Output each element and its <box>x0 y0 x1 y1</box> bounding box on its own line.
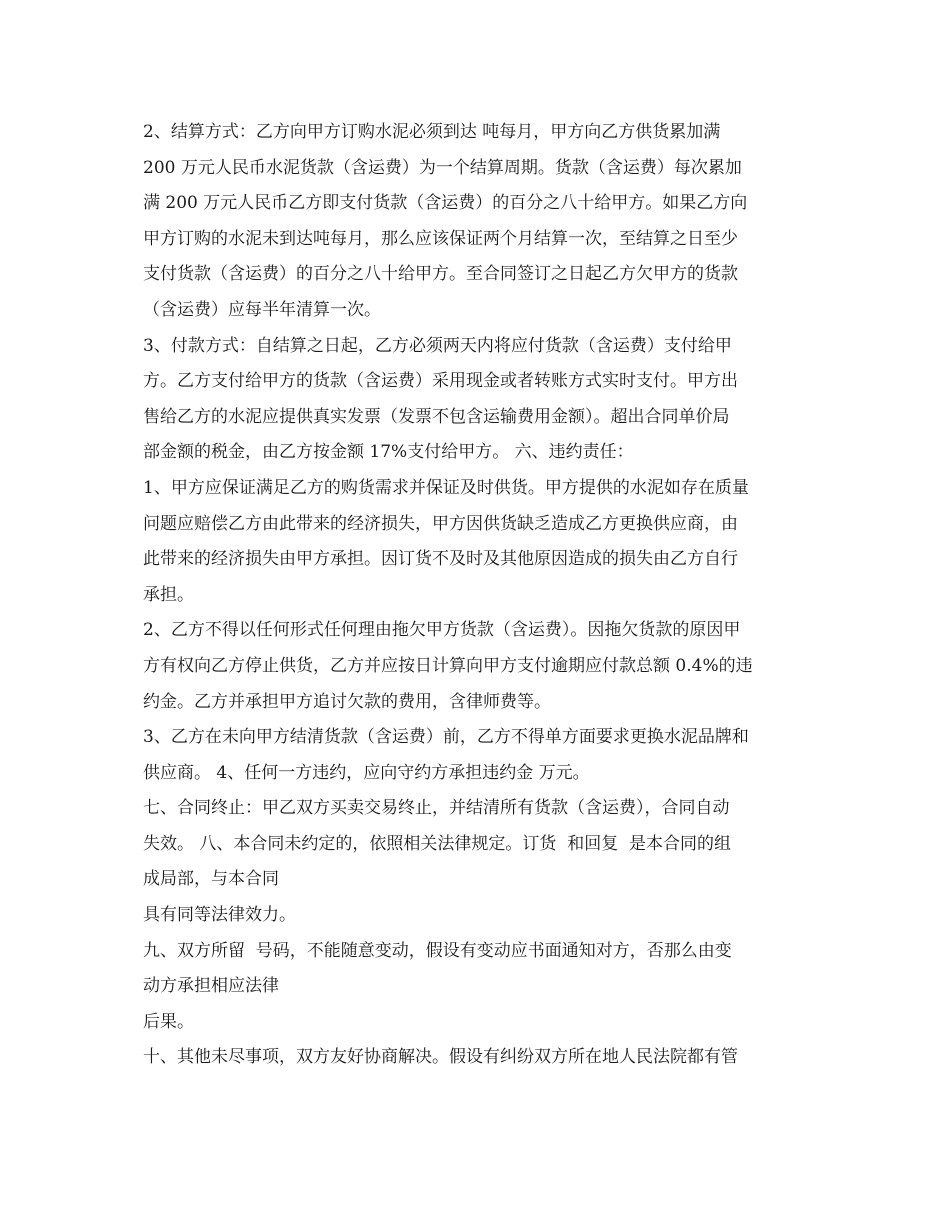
text-line: 支付货款（含运费）的百分之八十给甲方。至合同签订之日起乙方欠甲方的货款 <box>143 264 738 285</box>
text-line: 2、乙方不得以任何形式任何理由拖欠甲方货款（含运费）。因拖欠货款的原因甲 <box>143 620 741 641</box>
text-line: 此带来的经济损失由甲方承担。因订货不及时及其他原因造成的损失由乙方自行 <box>143 549 738 570</box>
text-line: 九、双方所留 号码，不能随意变动，假设有变动应书面通知对方，否那么由变 <box>143 940 732 961</box>
text-line: 约金。乙方并承担甲方追讨欠款的费用，含律师费等。 <box>143 691 551 712</box>
text-line: 问题应赔偿乙方由此带来的经济损失，甲方因供货缺乏造成乙方更换供应商，由 <box>143 513 738 534</box>
text-line: 2、结算方式：乙方向甲方订购水泥必须到达 吨每月，甲方向乙方供货累加满 <box>143 122 721 142</box>
text-line: 1、甲方应保证满足乙方的购货需求并保证及时供货。甲方提供的水泥如存在质量 <box>143 477 749 498</box>
text-line: 甲方订购的水泥未到达吨每月，那么应该保证两个月结算一次，至结算之日至少 <box>143 228 738 249</box>
text-line: 方有权向乙方停止供货，乙方并应按日计算向甲方支付逾期应付款总额 0.4%的违 <box>143 655 753 676</box>
contract-text-block <box>143 115 808 1076</box>
text-line: 200 万元人民币水泥货款（含运费）为一个结算周期。货款（含运费）每次累加 <box>143 157 742 178</box>
text-line: 部金额的税金，由乙方按金额 17%支付给甲方。 六、违约责任： <box>143 442 634 463</box>
text-line: 动方承担相应法律 <box>143 976 279 997</box>
text-line: 方。乙方支付给甲方的货款（含运费）采用现金或者转账方式实时支付。甲方出 <box>143 371 738 392</box>
text-line: 3、乙方在未向甲方结清货款（含运费）前，乙方不得单方面要求更换水泥品牌和 <box>143 727 749 748</box>
text-line: （含运费）应每半年清算一次。 <box>143 299 381 320</box>
text-line: 成局部，与本合同 <box>143 869 279 890</box>
text-line: 供应商。 4、任何一方违约，应向守约方承担违约金 万元。 <box>143 762 590 783</box>
text-line: 3、付款方式：自结算之日起，乙方必须两天内将应付货款（含运费）支付给甲 <box>143 335 732 356</box>
text-line: 售给乙方的水泥应提供真实发票（发票不包含运输费用金额）。超出合同单价局 <box>143 406 730 427</box>
text-line: 十、其他未尽事项，双方友好协商解决。假设有纠纷双方所在地人民法院都有管 <box>143 1047 738 1068</box>
text-line: 七、合同终止：甲乙双方买卖交易终止，并结清所有货款（含运费），合同自动 <box>143 798 730 819</box>
text-line: 承担。 <box>143 584 194 605</box>
text-line: 后果。 <box>143 1011 194 1032</box>
text-line: 具有同等法律效力。 <box>143 905 296 926</box>
text-line: 满 200 万元人民币乙方即支付货款（含运费）的百分之八十给甲方。如果乙方向 <box>143 193 748 214</box>
text-line: 失效。 八、本合同未约定的，依照相关法律规定。订货 和回复 是本合同的组 <box>143 833 732 854</box>
